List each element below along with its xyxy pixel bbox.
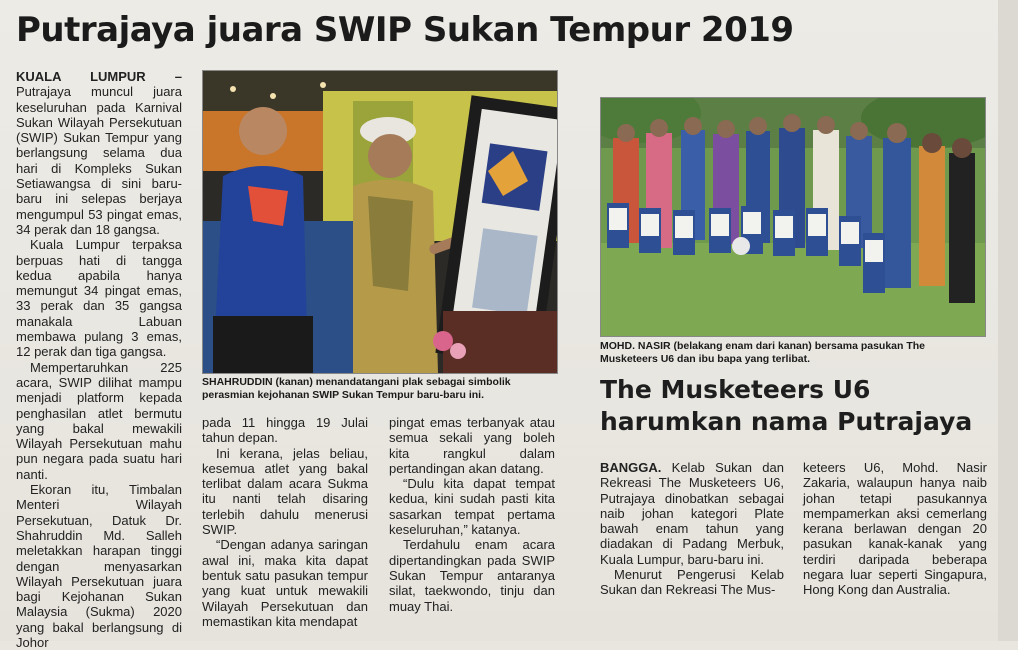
article1-paragraph: Ekoran itu, Timbalan Menteri Wilayah Persekutuan, Datuk Dr. Shahruddin Md. Salleh meletakkan harapan tinggi dengan menyasarkan Wilayah Persekutuan juara bagi Kejohanan Sukan Malaysia (Sukma) 2020 yang bakal berlangsung di Johor bbox=[16, 482, 182, 650]
signing-ceremony-photo bbox=[202, 70, 558, 374]
team-group-photo bbox=[600, 97, 986, 337]
article1-photo-caption: SHAHRUDDIN (kanan) menandatangani plak sebagai simbolik perasmian kejohanan SWIP Sukan Tempur baru-baru ini. bbox=[202, 376, 511, 401]
article2-column-2 bbox=[803, 460, 987, 598]
signing-ceremony-illustration bbox=[203, 71, 557, 373]
article1-headline: Putrajaya juara SWIP Sukan Tempur 2019 bbox=[16, 10, 794, 50]
team-group-illustration bbox=[601, 98, 985, 336]
article1-dateline: KUALA LUMPUR – bbox=[16, 69, 182, 84]
article1-paragraph: Putrajaya muncul juara keseluruhan pada Karnival Sukan Wilayah Persekutuan (SWIP) Sukan Tempur yang berlangsung selama dua hari di Kompleks Sukan Setiawangsa di sini baru-baru ini selepas berjaya mengumpul 53 pingat emas, 34 perak dan 18 gangsa. bbox=[16, 84, 182, 237]
article1-column-3 bbox=[389, 415, 555, 614]
article2-paragraph: Kelab Sukan dan Rekreasi The Musketeers U6, Putrajaya dinobatkan sebagai naib johan kategori Plate bawah enam tahun yang diadakan di Padang Merbuk, Kuala Lumpur, baru-baru ini. bbox=[600, 460, 784, 567]
article1-column-1 bbox=[16, 69, 182, 650]
article1-paragraph: “Dulu kita dapat tempat kedua, kini sudah pasti kita sasarkan tempat pertama keseluruhan,” katanya. bbox=[389, 476, 555, 538]
article2-paragraph: keteers U6, Mohd. Nasir Zakaria, walaupun hanya naib johan tetapi pasukannya mempamerkan aksi cemerlang kerana berlawan dengan 20 pasukan kanak-kanak yang terdiri daripada beberapa negara luar seperti Singapura, Hong Kong dan Australia. bbox=[803, 460, 987, 598]
article2-photo-caption: MOHD. NASIR (belakang enam dari kanan) bersama pasukan The Musketeers U6 dan ibu bapa yang terlibat. bbox=[600, 340, 926, 365]
article1-paragraph: pingat emas terbanyak atau semua sekali yang boleh kita rangkul dalam pertandingan akan datang. bbox=[389, 415, 555, 476]
article1-paragraph: “Dengan adanya saringan awal ini, maka kita dapat bentuk satu pasukan tempur yang kuat untuk mewakili Wilayah Persekutuan dan memastikan kita mendapat bbox=[202, 537, 368, 629]
article2-paragraph: Menurut Pengerusi Kelab Sukan dan Rekreasi The Mus- bbox=[600, 567, 784, 598]
article2-column-1 bbox=[600, 460, 784, 598]
article2-dateline: BANGGA. bbox=[600, 460, 662, 475]
adjacent-page-edge bbox=[998, 0, 1018, 641]
article1-paragraph: Ini kerana, jelas beliau, kesemua atlet yang bakal terlibat dalam acara Sukma itu nanti telah disaring terlebih dahulu menerusi SWIP. bbox=[202, 445, 368, 538]
article2-headline: The Musketeers U6 harumkan nama Putrajaya bbox=[600, 375, 973, 436]
article1-paragraph: Mempertaruhkan 225 acara, SWIP dilihat mampu menjadi platform kepada penghasilan atlet bermutu yang bakal mewakili Wilayah Persekutuan mahu pun negara pada suatu hari nanti. bbox=[16, 359, 182, 482]
article1-paragraph: pada 11 hingga 19 Julai tahun depan. bbox=[202, 415, 368, 446]
article1-column-2 bbox=[202, 415, 368, 629]
article1-paragraph: Terdahulu enam acara dipertandingkan pada SWIP Sukan Tempur antaranya silat, taekwondo, tinju dan muay Thai. bbox=[389, 537, 555, 614]
article1-paragraph: Kuala Lumpur terpaksa berpuas hati di tangga kedua apabila hanya memungut 34 pingat emas, 33 perak dan 35 gangsa manakala Labuan membawa pulang 3 emas, 12 perak dan tiga gangsa. bbox=[16, 237, 182, 360]
